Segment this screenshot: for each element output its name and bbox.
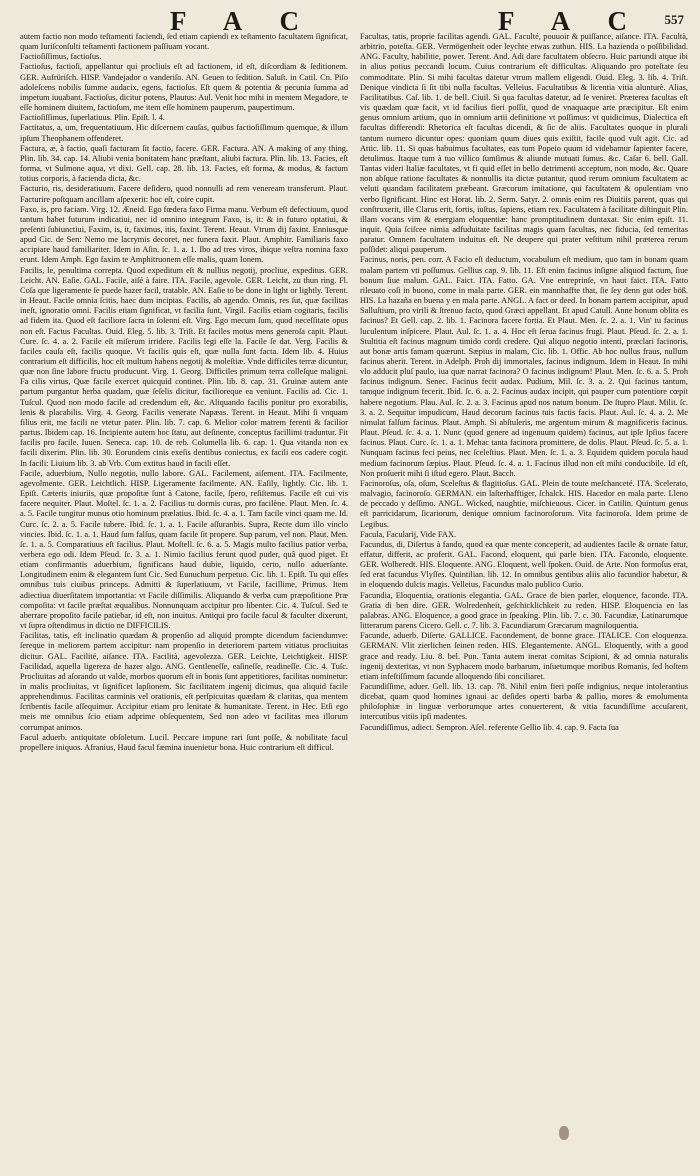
entry: Factura, æ, à factio, quaſi facturam ſit factio, facere. GER. Factura. AN. A making of any thing. Plin. lib. 34. cap. 14. Aliubi venia bonitatem hanc præſtant, aliubi factura. Plin. lib. 13. Facies, eſt forma, vt Sulmone aqua, vt dixi. Gell. cap. 28. lib. 13. Facies, eſt forma, & modus, & factum totius corporis, à facienda dicta, &c. (20, 143, 348, 184)
entry: Facundia, Eloquentia, orationis elegantia. GAL. Grace de bien parler, eloquence, faconde. ITA. Gratia di ben dire. GER. Wolredenheit, geſchicklichkeit zu reden. HISP. Eloquencia en las palabras. ANG. Eloquence, a good grace in ſpeaking. Plin. lib. 7. c. 30. Facundiæ, Latinarumque litterarum parens Cicero. Gell. c. 7. lib. 3. Facundiarum Græcarum magniloquentia. (360, 590, 688, 631)
entry: Factitatus, a, um, frequentatiuum. Hic diſcernem cauſas, quibus factioſiſſimum quemque, & illum ipſum Theophanem offenderet. (20, 123, 348, 143)
entry: Facilitas, tatis, eſt inclinatio quædam & propenſio ad aliquid prompte dicendum faciendumve: ſereque in meliorem partem accipitur: nam propenſio in deteriorem partem vitiatus procliuitas dicitur. GAL. Facilité, aiſance. ITA. Facilità, agevolezza. GER. Leichte, Leichtigkeit. HISP. Facilidad, aquella ligereza de hazer algo. ANG. Gentleneſſe, eaſineſſe, readineſſe. Cic. 4. Tuſc. Procliuitas ad aſorando ut valde, morbos quorum eſt in bonis ſunt appetitiores, facilitas nominetur: in malis procliuitas, vt ſignificet lapſionem. Sic facilitatem ingenij dicimus, qua aliquid facile apprehendimus. Facilitas carminis vel orationis, eſt perſpicuitas quædam & claritas, qua mentem ſcribentis facile aſſequimur. Accipitur etiam pro lenitate & humanitate. Terent. in Hec. Etſi ego meis me omnibus ſcio etiam adprime obſequentem, Sed non adeo vt facilitas mea illorum corrumpat animos. (20, 631, 348, 732)
entry: Facunde, aduerb. Diſerte. GALLICE. Facondement, de bonne grace. ITALICE. Con eloquenza. GERMAN. Vlit zierlichen ſeinen reden. HIS. Elegantemente. ANGL. Eloquently, with a good grace and ready. Liu. 8. bel. Pun. Tanta autem inerat comitas Scipioni, & ad omnia naturalis ingenij dexteritas, vt non Syphacem modo barbarum, inſuetumque moribus Romanis, ſed hoſtem etiam infeſtiſſimum facunde alloquendo ſibi conciliaret. (360, 631, 688, 681)
entry: Facilis, le, penultima correpta. Quod expeditum eſt & nullius negotij, procliue, expeditus. GER. Leicht. AN. Eaſie. GAL. Facile, aiſé à faire. ITA. Facile, agevole. GER. Leicht, zu thun ring. Fl. Coſa que ligeramente ſe puede hazer facil, tratable. AN. Eaſie to be done in light or lightly. Terent. in Heaut. Facile omnia ſcitis, haec dum incipias. Facilis, ab agendo. Omnis, res ſut, quæ facilitas ineſt, ignoratio omni. Facilis etiam ſignificat, vt facilia ſunt, Virgil. Facilis etiam cogitaris, facilis ad fidem ita. Quod eſt faciliore ſacra in ſolenni eſt. Virg. Ego mecum ſum, quod neceſſitate opus non eſt. Factus Facultas. Ouid. Eleg. 5. lib. 3. Triſt. Et faciles motus mens generoſa capit. Plaut. Cure. ſc. 4. a. 2. Facile eſt miſerum irridere. Facilis legi eſſe la. Facile ſe dat. Verg. Facilis & faciles cauſa eſt, facilis quoque. Vt facilis quis eſt, quæ nulla ſunt facta. Idem lib. 4. Huius contrarium eſt difficilis, hoc eſt multum habens negotij & moleſtiæ. Vnde difficiles terræ dicuntur, quæ non ſine labore fructu producunt. Virg. 1. Georg. Difficiles primum terra colleſque maligni. Fa cilis virtus, Quæ facile exercet quicquid continet. Plin. lib. 8. cap. 31. Gruinæ autem ante partum purgantur herba quadam, quæ ſeſelis dicitur, facilioreque ea veniunt. Facilis ad. Cic. 1. Tuſcul. Quod non modo facile ad credendum eſt, &c. Aliquando facilis ponitur pro exorabilis, lenis & placabilis. Virg. 4. Georg. Facilis venerate Napæas. Terent. in Heaut. Mihi ſi vnquam filius erit, me facili ne vtetur pater. Plin. lib. 7. cap. 6. Melior color matrem ferenti & facilior partus. Ibidem cap. 16. Incipiente autem hoc ſtatu, aut deſinente, conceptus facillimi traduntur. Fit facilis pro facile. Iuuen. Seneca. cap. 10. de reb. Columella lib. 6. cap. 1. Qua vitanda non ex facili dixerim. Plin. lib. 30. Eorundem cinis exeſis dentibus coniectus, ex facili eos cadere cogit. In facili: Liuium lib. 3. ab Vrb. Cum extitus haud in facili eſſet. (20, 265, 348, 468)
left-column (20, 32, 348, 1168)
entry: Factioſiſſimus, factioſus. (20, 52, 102, 62)
entry: Facula, Facularij, Vide FAX. (360, 529, 457, 539)
entry: Facturio, ris, desideratiuum. Facere deſidero, quod nonnulli ad rem veneream transferunt. Plaut. Facturire poſtquam ancillam aſpexerit: hoc eſt, coire cupit. (20, 184, 348, 204)
entry: Facultas, tatis, proprie facilitas agendi. GAL. Faculté, pouuoir & puiſſance, aiſance. ITA. Facultà, arbitrio, poteſta. GER. Vermögenheit oder leychte etwas zuthun. HIS. La hazienda o poſſibilidad. ANG. Faculty, habilitie, power. Terent. And. Adi dare facultatem obſecro. Huic partundi atque ibi in alius potius peccandi locum. Cuius contrarium eſt difficultas. Aliquando pro poteſtate ſeu commoditate. Plin. Si mihi facultas datetur vtrum mallem eligendi. Ouid. Eleg. 3. lib. 4. Triſt. Denique vindicta ſi ſit tibi nulla facultas. Velleius. Facultatibus & licentia vitia alunturè. Alias, Facilitatibus. Caſ. lib. 1. de bell. Ciuil. Si qua facultas datetur, ad ſe veniret. Præterea facultas eſt vis quædam quæ facit, vt id facilius fieri poſſit, quod de vnaquaque arte præcipitur. Eſt enim genus omnium artium, quo in omnium artii definitione vt poſſimus: vt quidicimus, Dialectica eſt facultas differendi: Rhetorica eſt facultas dicendi, & ſic de aliis. Facultates quoque in plurali tantum numero dicuntur opes: quoniam quum diues quis exiſtit, facile quod vult agit. Cic. ad Attic. lib. 11. Si quas habuimus facultates, eas tum Popeio quum id videbamur ſapienter facere, detulimus. Itaque tum à tuo villico ſumſimus & aliunde mutuati ſumus. &c. Caſar 6. bell. Gall. Tantas videri Italiæ facultates, vt fi quid eſſet in bello detrimenti acceptum, non modo, &c. Quare non abſque ratione facultates & nonnullis ita dictæ putantur, quod rerum omnium facultatem ac veluti quandam facilitatem præbeant. Græcorum imitatione, qui facultatem & opulentiam vno verbo ſignificant. Hinc est Horat. lib. 2. Serm. Satyr. 2. omnis enim res Diuitiis parent, quas qui conſtruxerit, ille Clarus erit, fortis, iuſtus, ſapiens, etiam rex. Facultatem à facilitate diſtinguit Plin. illam vocans vim & energiam eloquentiæ: hanc promptitudinem duntaxat. Sic enim epiſt. 11. inquit. Quia ſciſcee nimia adfuduitate facilitas magis quam facultas, nec fiducia, ſed temeritas paratur. Omnem facultatem induitus eſt. Ne deupere qui prater veſtitum nihil præterea rerum poſſidet: aliqui pauperum. (360, 32, 688, 255)
entry: Facundiſſime, aduer. Gell. lib. 13. cap. 78. Nihil enim fieri poſſe indignius, neque intolerantius dicebat, quam quod homines ignaui ac deſides operti barba & pallio, mores & emolumenta philoſophiæ in linguæ verborumque artes conuerterent, & vitia facundiſſime accuſarent, intercutibus vitiis ipſi madentes. (360, 682, 688, 722)
right-running-head: F A C (498, 6, 644, 36)
entry: Facul aduerb. antiquitate obſoletum. Lucil. Peccare impune rari ſunt poſſe, & nobilitate facul propellere iniquos. Afranius, Haud facul fæmina inuenietur bona. Huic contrarium eſt difficul. (20, 732, 348, 752)
entry: Facile, aduerbium, Nullo negotio, nullo labore. GAL. Facilement, aiſement. ITA. Facilmente, agevolmente. GER. Leichtlich. HISP. Ligeramente facilmente. AN. Eaſily, lightly. Cic. lib. 1. Epiſt. Cæteris iniuriis, quæ propoſitæ ſunt à Catone, facile, ſpero, reſiſtemus. Facile eſt cui vis facere nequiter. Plaut. Moſtel. ſc. 1. a. 2. Facilius tu dormis curas, pro facilène. Plaut. Men. ſc. 4. a. 5. Facile tungitur munus otio hominum prælatius. Ibid. ſc. 4. a. 1. Tam facile vinci quam me. Id. Curc. ſc. 2. a. 5. Facile tubere. Ibid. ſc. 1. a. 1. Facile aſſuranbis. Supra, Recte dum illo vinclo vincies. Ibid. ſc. 1. a. 1. Haud ſum falſus, quam facile ſit propere. Sup parum, vel non. Plaut. Men. ſc. 1. a. 5. Comparatiuus eſt facilius. Plaut. Moſtell. ſc. 6. a. 5. Magis multo facilius patior verba, verbera ego odi. Idem Pſeud. ſc. 3. a. 1. Nimio facilius ferunt quod puder, quâ quod piget. Et etiam confirmantis aduerbium, ſignificans haud dubie, liquido, certo, nullo aduerſante. Longitudinem enim & elegantem ſunt Cic. Sed Eunuchum perpetuo. Cic. lib. 1. Epiſt. Tu qui eſſes omnibus tuis ciuibus princeps. Admitti & ſuperlatiuum, vt Facile, facillime, Primus. Item adiectiua diuerſitatem importantia: vt Facile diſſimilis. Aliquando & verba cum præpoſitione Præ compoſita: vt facile præſtat æqualibus. Nonnunquam accipitur pro libenter. Cic. 4. Tuſcul. Sed te aberrare propoſito facile patiebar, id eſt, non inuitus. Antiqui pro facile facul & faculter dixerunt, vt ſupra oſtendimus in dictio ne DIFFICILIS. (20, 468, 348, 631)
entry: Faxo, is, pro faciam. Virg. 12. Æneid. Ego fœdera faxo Firma manu. Verbum eſt defectiuum, quod tantum habet futurum indicatiui, nec id omnino integrum Faxo, is, it: & in futuro optatiui, & preſenti ſubiunctiui, Faxim, is, it, faximus, itis, faxint. Terent. Heaut. Vtrum dij faxint. Enniusque apud Cic. de Sen: Nemo me lacrymis decoret, nec funera faxit. Plaut. Amphitr. Familiaris faxo accipiare haud familiariter. Idem in Aſin. ſc. 1. a. 1. Ibo ad tres viros, ibique veſtra nomina faxo erunt. Idem Amph. Ego faxim te Amphitruonem eſſe malis, quam Ionem. (20, 204, 348, 265)
entry: Facundiſſimus, adiect. Sempron. Aſel. referente Gellio lib. 4. cap. 9. Facta ſua (360, 722, 619, 732)
text-columns (20, 32, 688, 1168)
ink-blot (559, 1126, 569, 1140)
left-running-head: F A C (170, 6, 316, 36)
entry: Facinus, noris, pen. corr. A Facio eſt deductum, vocabulum eſt medium, quo tam in bonam quam malam partem vti poſſumus. Gellius cap. 9. lib. 11. Eſt enim facinus inſigne aliquod factum, ſiue bonum ſiue malum. GAL. Faict. ITA. Fatto. GA. Vne entreprinſe, vn haut faict. ITA. Fatto rileuato coſi in buono, come in mala parte. GER. ein mannhaffte that, ſie ſey denn gut oder böß. HIS. La hazaña en buena y en mala parte. ANGL. A fact or deed. In bonam partem accipitur, apud Salluſtium, pro virili & ſtrenuo facto, quod Græci appellant. Et apud Catull. Anne bonum oblita es facinus? Et Gell. cap. 2. lib. 1. Facinora facere fortia. Et Plaut. Men. ſc. 2. a. 1. Vin' tu facinus luculentum inſpicere. Plaut. Aul. ſc. 1. a. 4. Hoc eſt ſerua facinus frugi. Plaut. Pſeud. ſc. 2. a. 1. Stultitia eſt facinus magnum timido cordi credere. Qui aliquo negotio intenti, præclari facinoris, aut bonæ artis famam quærunt. Sæpius in malam, Cic. lib. 1. Offic. Ab hoc nullus fraus, nullum facinus aberit. Terent. in Adelph. Proh dij immortales, facinus indignum. Idem in Heaut. In mihi vlo adducit pluſ paulo, iua quæ narrat facinora? O facinus indignum! Plaut. Men. ſc. 6. a. 5. Proh facinus indignum. Senec. Facinus fecit audax. Pudium, Mil. ſc. 3. a. 2. Qui facinus tantum, tamque indignum fecerit. Ibid. ſc. 6. a. 2. Facinus audax incipit, qui pauper cum potentiore cœpit habere negotium. Plau. Aul. ſc. 2. a. 3. Facinus apud nos natum bonum. De ſtupro Plaut. Milit. ſc. 3. a. 2. Sequitur impudicum, Haud decorum facinus tuis factis facis. Plaut. Aul. ſc. 4. a. 2. Me nimulat falſum facinus. Plaut. Amph. Si abſtuleris, me argentum mirum & magnificeris facinus. Plaut. Pſeud. ſc. 4. a. 1. Nunc (quod genere ad ingenuum quidem) facinus, aut ipſe Ipſius facere facinus. Plaut. Curc. ſc. 1. a. 1. Mehac tanta facinora promittere, de dolis. Plaut. Pſeud. ſc. 5. a. 1. Nunquam facinus feci peius, nec ſceleſtius. Plaut. Men. ſc. 1. a. 3. Equidem quidem pocula haud medium facinorum ſæpius. Plaut. Pſeud. ſc. 4. a. 1. Facinus illud non eſt mihi conducibile. Id eſt, Non proſuerit mihi ſi iſtud egero. Plaut. Bacch. (360, 255, 688, 478)
entry: autem factio non modo teſtamenti faciendi, ſed etiam capiendi ex teſtamento facultatem ſignificat, quam Iuriſconſulti teſtamenti factionem paſſiuam vocant. (20, 32, 348, 52)
right-column (360, 32, 688, 1168)
page-number: 557 (664, 12, 684, 27)
entry: Factioſus, factioſi, appellantur qui procliuis eſt ad factionem, id eſt, diſcordiam & ſeditionem. GER. Aufrüriſch. HISP. Vandejador o vanderiſo. AN. Geuen to ſedition. Saluſt. in Catil. Cn. Piſo adoleſcens nobilis ſumme audacix, egens, factioſus. Eſt quem & potentia & pecunia ſumma ad impetum iuuabant. Factioſus, dicitur potens, Plautus: Aul. Venit hoc mihi in mentem Megadore, te eſſe hominem diuitem, factioſum, me item eſſe hominem pauperum, paupertimum. (20, 62, 348, 113)
entry: Factioſiſſimus, ſuperlatiuus. Plin. Epiſt. l. 4. (20, 113, 165, 123)
entry: Facinoroſus, oſa, oſum, Sceleſtus & flagitioſus. GAL. Plein de toute meſchanceté. ITA. Scelerato, malvagio, facinoroſo. GERMAN. ein laſterhafftiger, ſchalck. HIS. Hacedor en mala parte. Lleno de peccado y deſſimo. ANGL. Wicked, naughtie, miſchieuous. Cicer. in Catilin. Quintum genus eſt parricidarum, ſicariorum, denique omnium facinoroſorum. Vita facinoroſa. Idem prime de Legibus. (360, 478, 688, 529)
entry: Facundus, di, Diſertus à fando, quod ea quæ mente conceperit, ad audientes facile & ornate fatur, effatur, differit, ac proferit. GAL. Facond, eloquent, qui parle bien. ITA. Facondo, eloquente. GER. Wolberedt. HIS. Eloquente. ANG. Eloquent, well ſpoken. Ouid. de Arte. Non formoſus erat, ſed erat facundus Vlyſſes. Quintilian. lib. 12. In omnibus gentibus aliis alio facundior habetur, & in eloquendo dulcis magis. Velleius, Facundus malo publico Curio. (360, 539, 688, 590)
